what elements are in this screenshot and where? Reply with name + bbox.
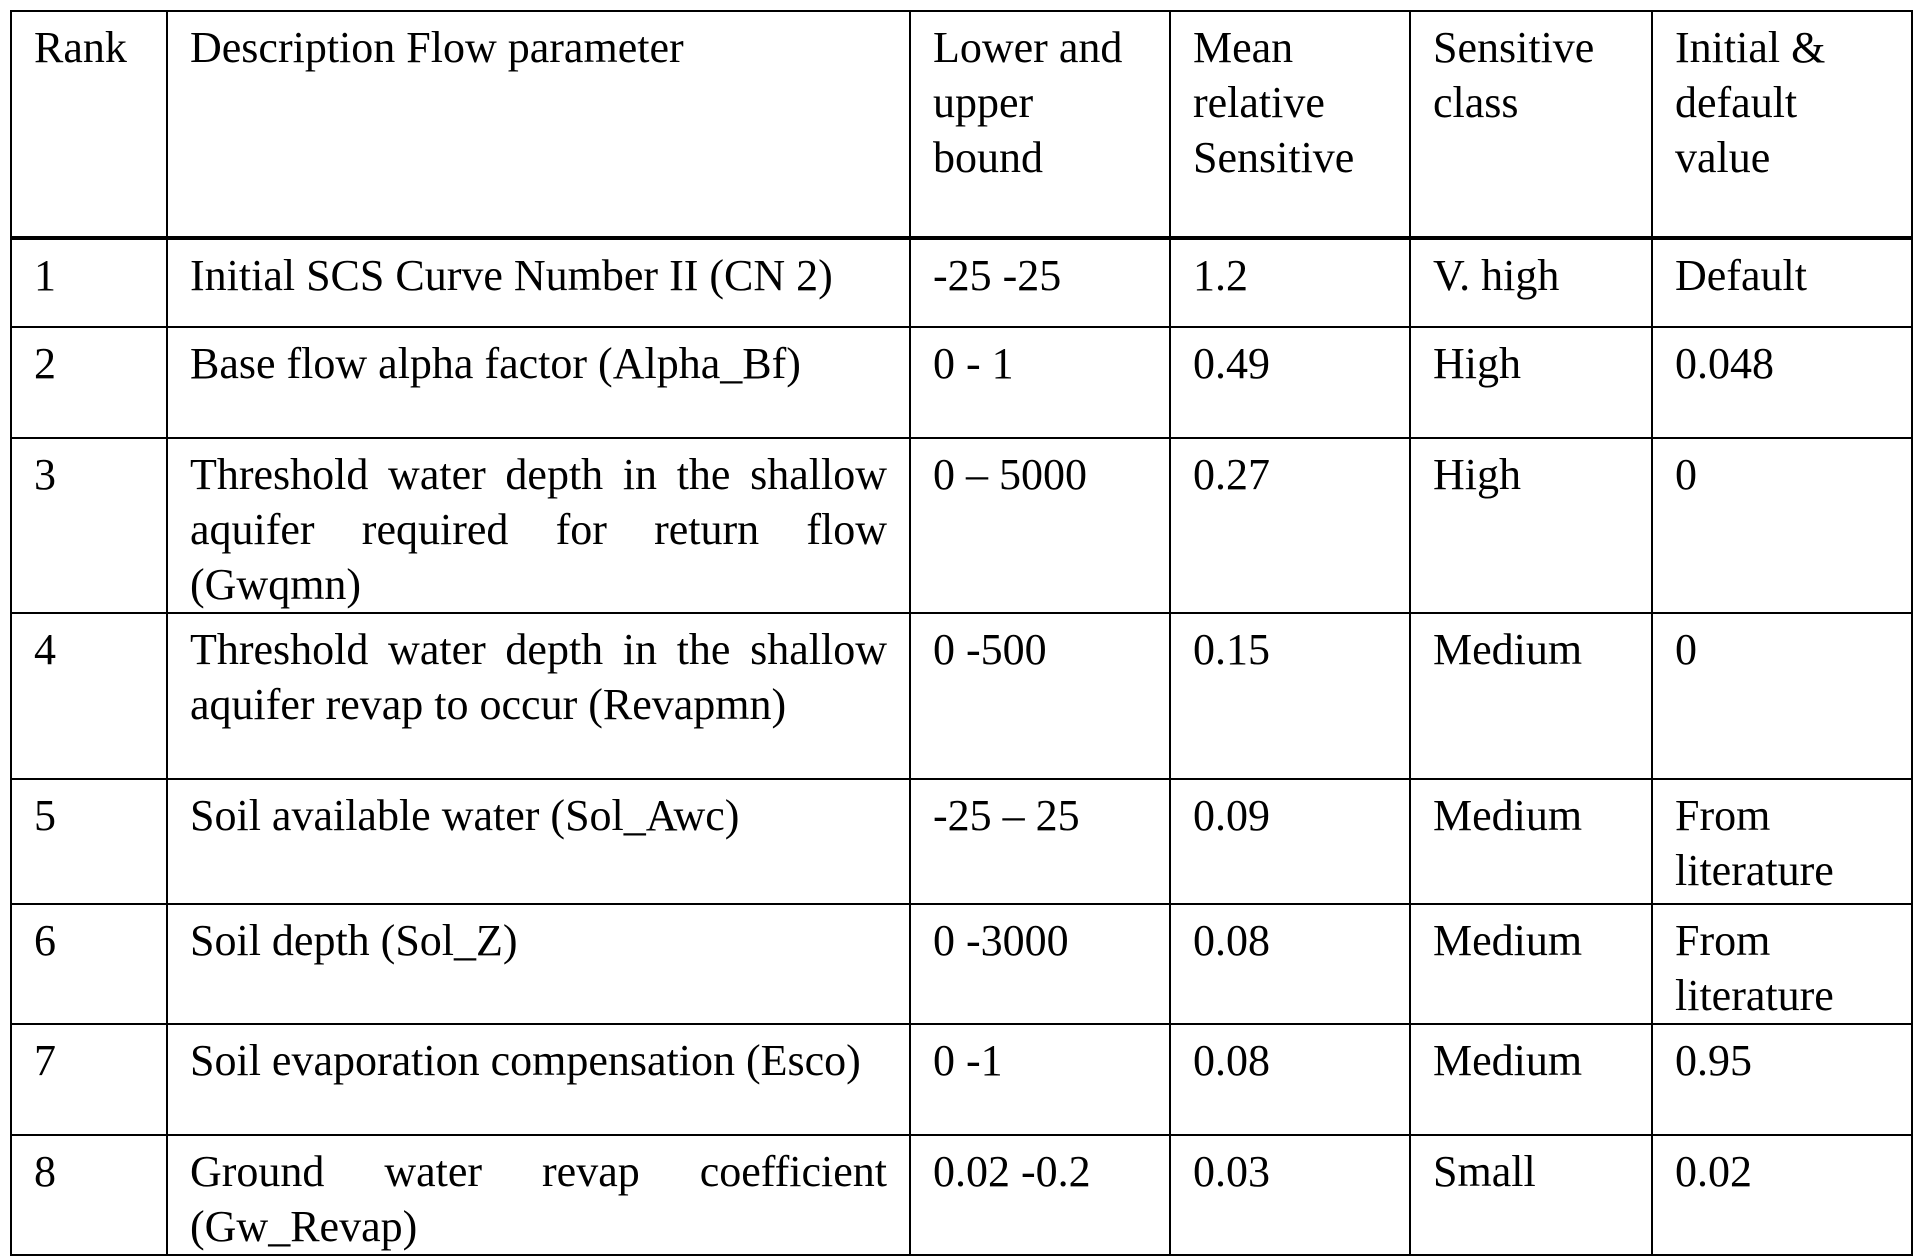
cell-description: Ground water revap coefficient (Gw_Revap)	[167, 1135, 910, 1255]
cell-sensitive-class: Medium	[1410, 613, 1652, 779]
cell-rank: 5	[11, 779, 167, 904]
cell-sensitive-class: High	[1410, 327, 1652, 438]
table-row	[11, 904, 1912, 1024]
cell-rank: 3	[11, 438, 167, 613]
table-row	[11, 1135, 1912, 1255]
cell-bounds: 0 -3000	[910, 904, 1170, 1024]
cell-mean-sensitivity: 0.49	[1170, 327, 1410, 438]
cell-rank: 4	[11, 613, 167, 779]
table-row	[11, 1024, 1912, 1135]
header-mean-sensitivity: Mean relative Sensitive	[1170, 11, 1410, 238]
cell-bounds: 0.02 -0.2	[910, 1135, 1170, 1255]
header-sensitive-class: Sensitive class	[1410, 11, 1652, 238]
cell-mean-sensitivity: 0.08	[1170, 904, 1410, 1024]
sensitivity-table	[10, 10, 1913, 1256]
cell-mean-sensitivity: 0.27	[1170, 438, 1410, 613]
cell-mean-sensitivity: 0.15	[1170, 613, 1410, 779]
cell-description: Soil depth (Sol_Z)	[167, 904, 910, 1024]
cell-mean-sensitivity: 1.2	[1170, 238, 1410, 327]
cell-rank: 8	[11, 1135, 167, 1255]
cell-mean-sensitivity: 0.08	[1170, 1024, 1410, 1135]
cell-description: Initial SCS Curve Number II (CN 2)	[167, 238, 910, 327]
cell-initial-value: From literature	[1652, 779, 1912, 904]
cell-bounds: 0 -500	[910, 613, 1170, 779]
cell-sensitive-class: Medium	[1410, 1024, 1652, 1135]
cell-bounds: -25 – 25	[910, 779, 1170, 904]
table-row	[11, 238, 1912, 327]
cell-description: Threshold water depth in the shallow aquifer revap to occur (Revapmn)	[167, 613, 910, 779]
header-bounds: Lower and upper bound	[910, 11, 1170, 238]
cell-initial-value: 0.02	[1652, 1135, 1912, 1255]
cell-initial-value: 0	[1652, 613, 1912, 779]
cell-initial-value: 0.048	[1652, 327, 1912, 438]
cell-description: Soil evaporation compensation (Esco)	[167, 1024, 910, 1135]
cell-sensitive-class: V. high	[1410, 238, 1652, 327]
cell-bounds: 0 - 1	[910, 327, 1170, 438]
header-initial-value: Initial & default value	[1652, 11, 1912, 238]
cell-mean-sensitivity: 0.03	[1170, 1135, 1410, 1255]
header-description: Description Flow parameter	[167, 11, 910, 238]
cell-mean-sensitivity: 0.09	[1170, 779, 1410, 904]
table-row	[11, 438, 1912, 613]
cell-rank: 2	[11, 327, 167, 438]
cell-initial-value: 0.95	[1652, 1024, 1912, 1135]
cell-initial-value: Default	[1652, 238, 1912, 327]
cell-description: Base flow alpha factor (Alpha_Bf)	[167, 327, 910, 438]
header-rank: Rank	[11, 11, 167, 238]
cell-rank: 6	[11, 904, 167, 1024]
table-row	[11, 613, 1912, 779]
cell-initial-value: From literature	[1652, 904, 1912, 1024]
cell-sensitive-class: Medium	[1410, 779, 1652, 904]
cell-sensitive-class: High	[1410, 438, 1652, 613]
table-row	[11, 779, 1912, 904]
table-header-row	[11, 11, 1912, 238]
cell-bounds: 0 – 5000	[910, 438, 1170, 613]
cell-bounds: 0 -1	[910, 1024, 1170, 1135]
cell-initial-value: 0	[1652, 438, 1912, 613]
cell-bounds: -25 -25	[910, 238, 1170, 327]
cell-sensitive-class: Small	[1410, 1135, 1652, 1255]
cell-rank: 1	[11, 238, 167, 327]
cell-rank: 7	[11, 1024, 167, 1135]
table-row	[11, 327, 1912, 438]
cell-sensitive-class: Medium	[1410, 904, 1652, 1024]
cell-description: Soil available water (Sol_Awc)	[167, 779, 910, 904]
cell-description: Threshold water depth in the shallow aquifer required for return flow (Gwqmn)	[167, 438, 910, 613]
